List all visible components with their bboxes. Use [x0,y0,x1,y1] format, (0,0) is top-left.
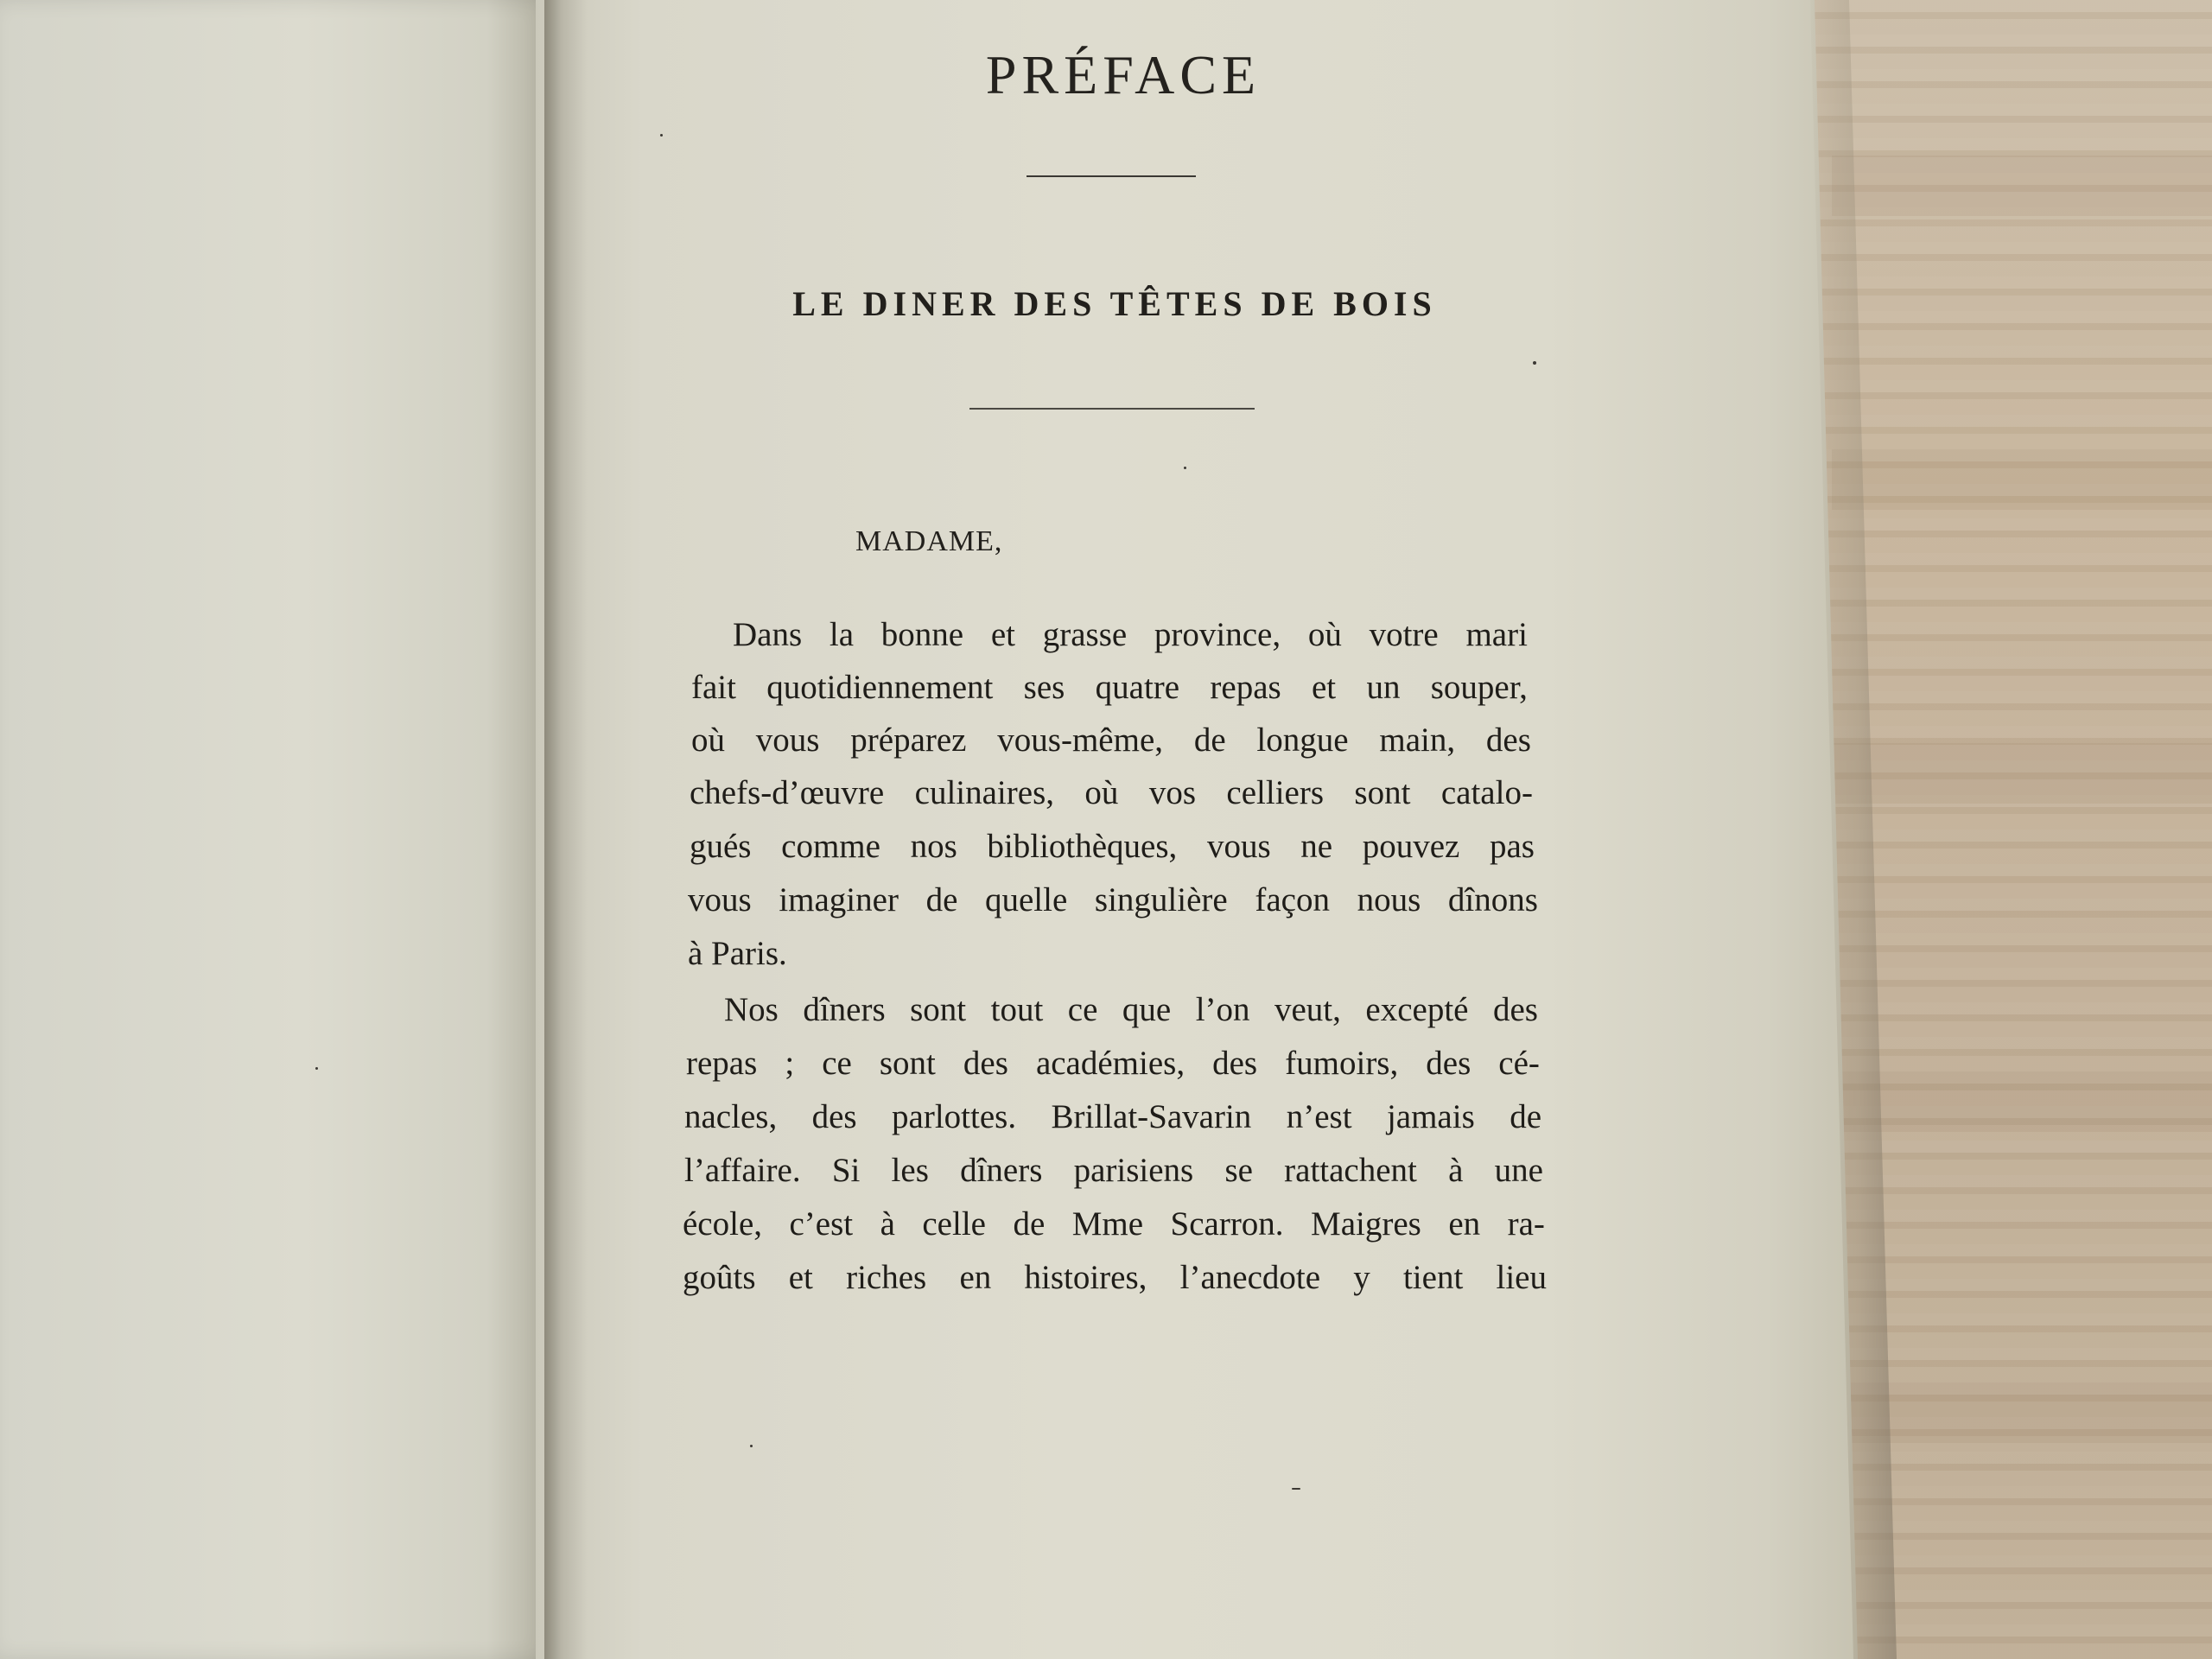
page-subtitle: LE DINER DES TÊTES DE BOIS [792,284,1437,323]
salutation: MADAME, [855,525,1003,557]
text-line: gués comme nos bibliothèques, vous ne pouvez pas [690,828,1535,865]
text-line: Nos dîners sont tout ce que l’on veut, excepté des [724,991,1538,1028]
text-line: nacles, des parlottes. Brillat-Savarin n’est jamais de [684,1098,1541,1135]
paper-speck [1533,361,1536,365]
text-line: goûts et riches en histoires, l’anecdote y tient lieu [683,1259,1547,1296]
text-line: où vous préparez vous-même, de longue main, des [691,721,1531,759]
paper-speck [660,134,663,137]
text-line: fait quotidiennement ses quatre repas et un souper, [691,669,1528,706]
text-line: l’affaire. Si les dîners parisiens se rattachent à une [684,1152,1543,1189]
page-title: PRÉFACE [985,44,1262,105]
paper-speck [1292,1488,1300,1490]
text-line: vous imaginer de quelle singulière façon nous dînons [688,881,1538,918]
text-line: chefs-d’œuvre culinaires, où vos celliers sont catalo- [690,774,1533,811]
paper-speck [1184,467,1186,469]
text-line: Dans la bonne et grasse province, où votre mari [733,616,1528,653]
text-line: à Paris. [688,935,787,972]
title-divider [1027,175,1196,177]
subtitle-divider [969,408,1255,410]
text-line: école, c’est à celle de Mme Scarron. Maigres en ra- [683,1205,1545,1243]
paper-speck [750,1445,753,1447]
text-line: repas ; ce sont des académies, des fumoirs, des cé- [686,1045,1540,1082]
paper-speck [315,1067,318,1070]
